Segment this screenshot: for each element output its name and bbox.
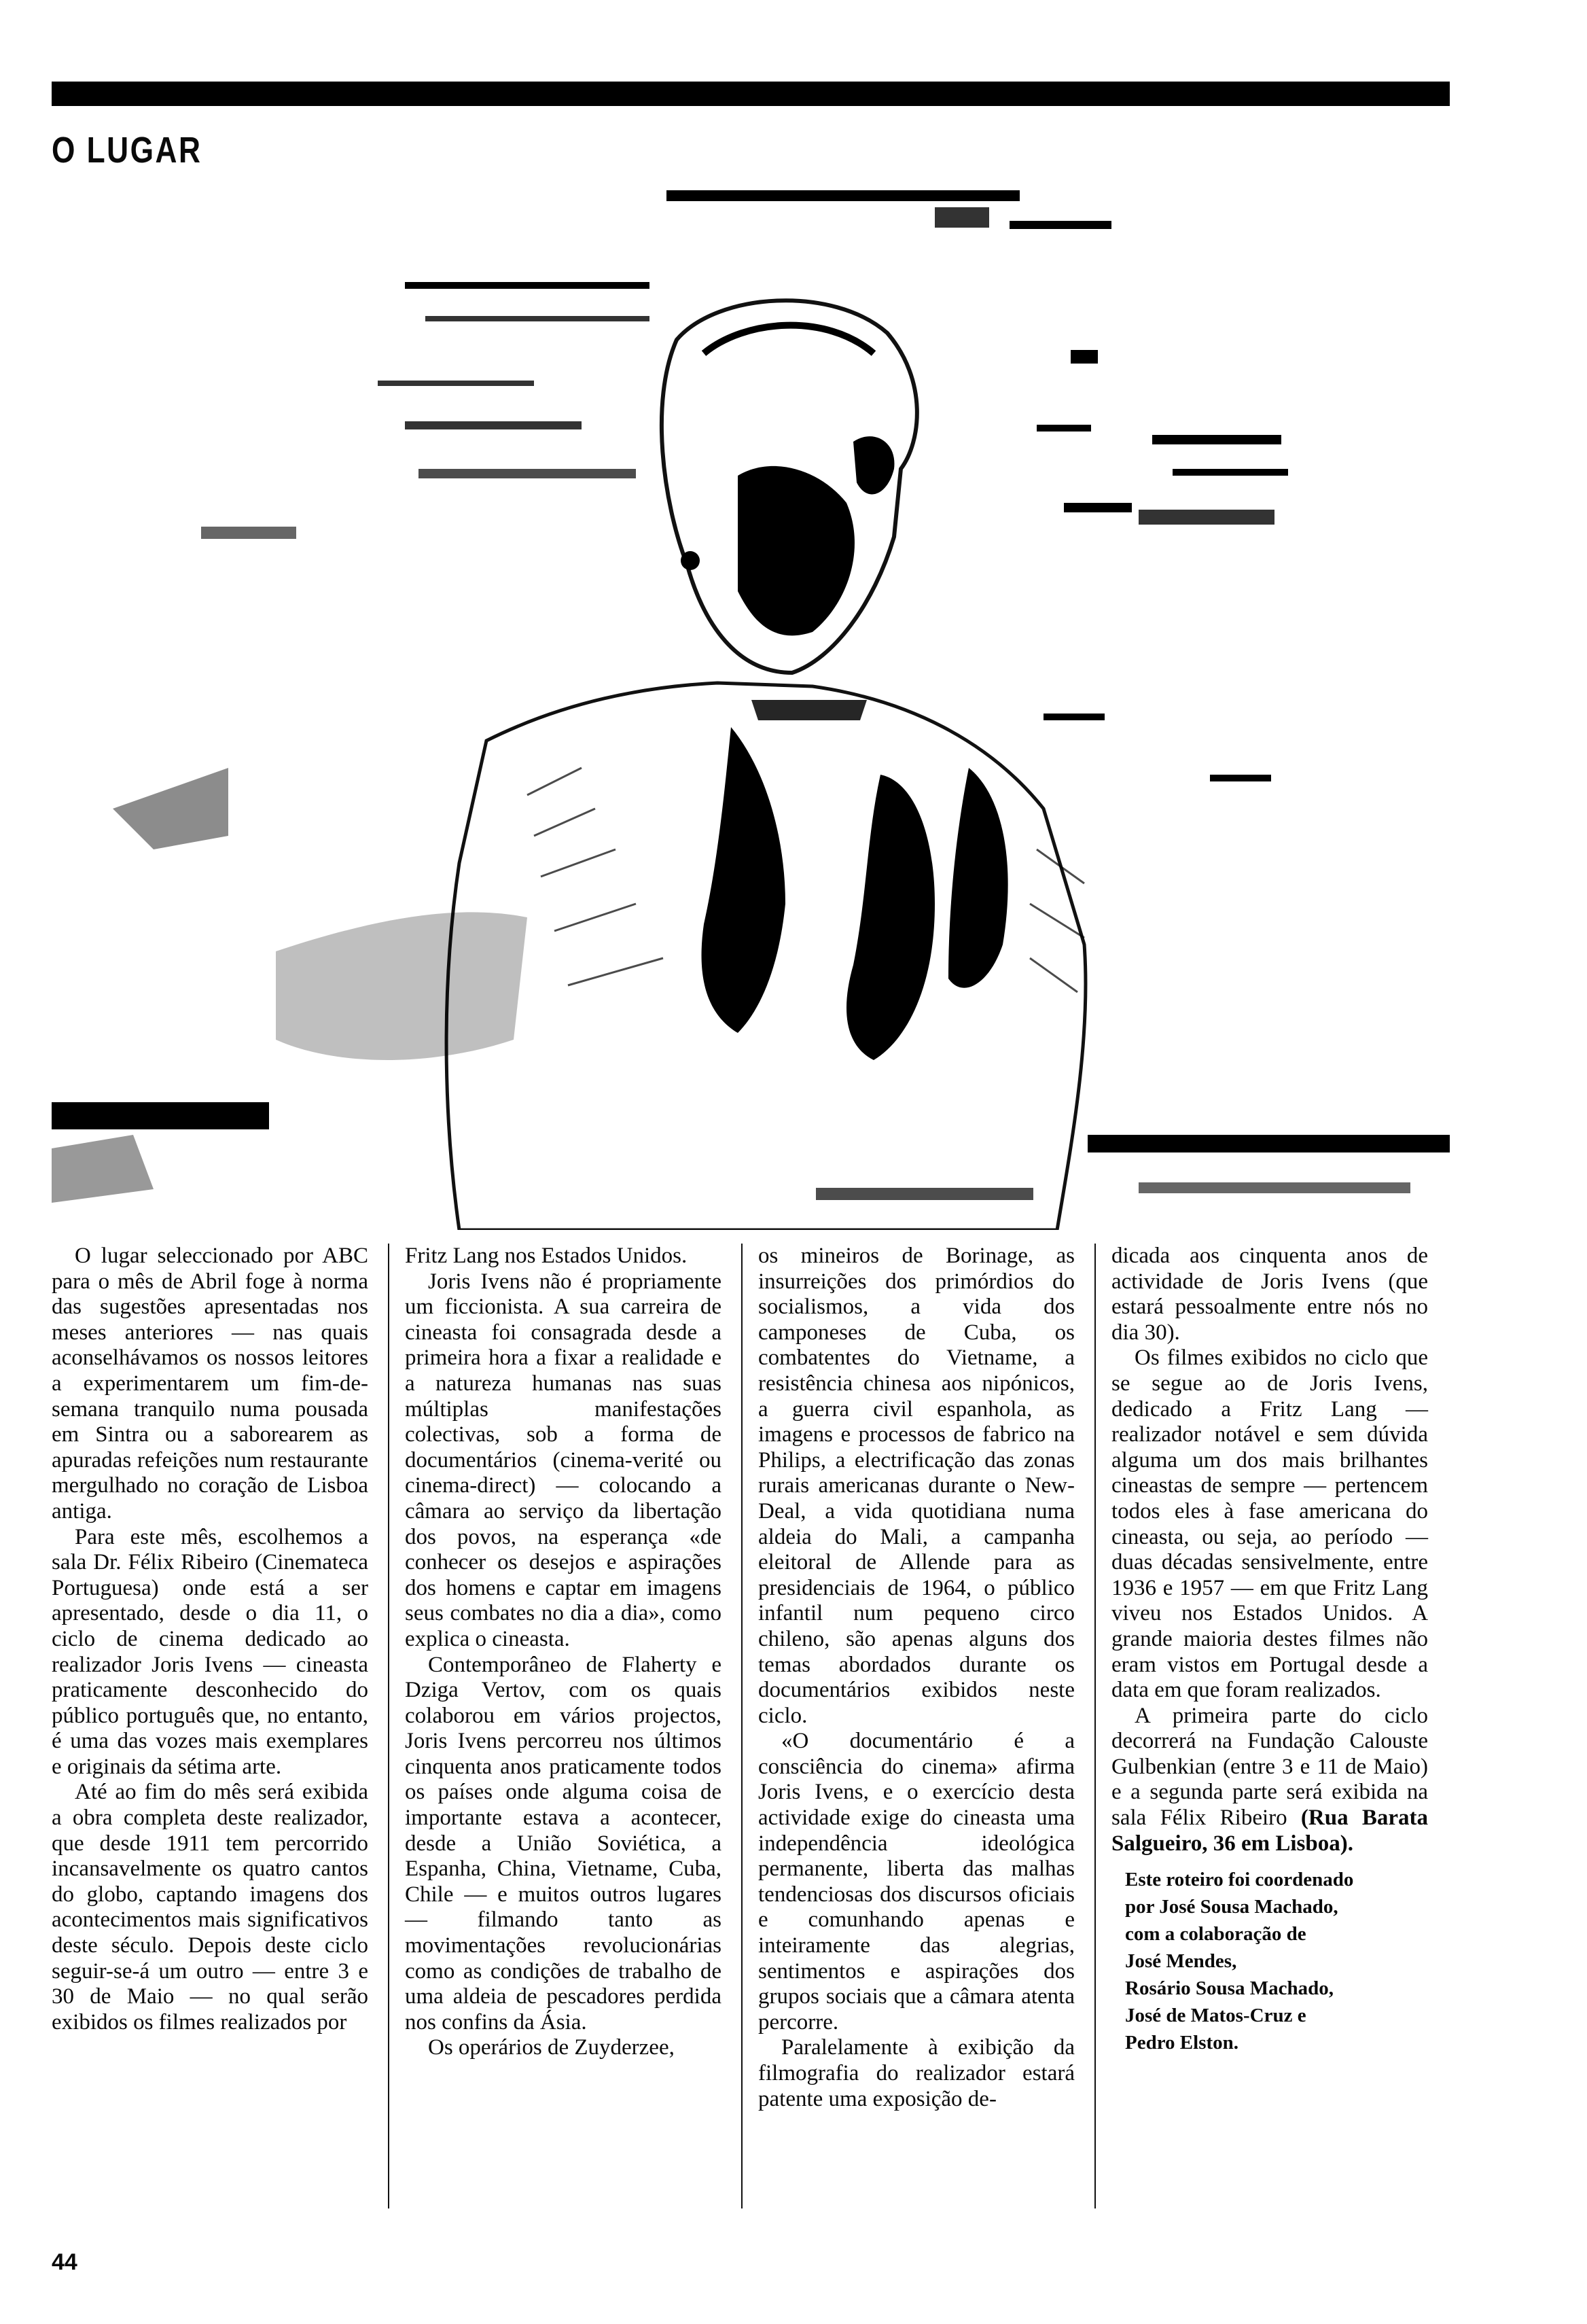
credit-line: Este roteiro foi coordenado xyxy=(1125,1869,1354,1891)
paragraph: Os operários de Zuyderzee, xyxy=(428,2035,675,2060)
paragraph: Fritz Lang nos Estados Unidos. xyxy=(405,1244,688,1268)
paragraph: os mineiros de Borinage, as insurreições dos primórdios do socialismos, a vida dos camponeses de Cuba, os combatentes do Vietname, a resistência chinesa aos nipónicos, a guerra civil espanhola, as imagens e processos de fabrico na Philips, a electrificação das zonas rurais americanas durante o New-Deal, a vida quotidiana numa aldeia do Mali, a campanha eleitoral de Allende para as presidenciais de 1964, o público infantil num pequeno circo chileno, são apenas alguns dos temas abordados durante os documentários exibidos neste ciclo. xyxy=(758,1244,1075,1728)
column-1 xyxy=(52,1244,368,2222)
venue-address: (Rua Barata Salgueiro, 36 em Lisboa). xyxy=(1111,1806,1429,1856)
column-4 xyxy=(1111,1244,1428,2222)
paragraph: Os filmes exibidos no ciclo que se segue ao de Joris Ivens, dedicado a Fritz Lang — realizador notável e sem dúvida alguma um dos mais brilhantes cineastas de sempre — pertencem todos eles à fase americana do cineasta, ou seja, ao período — duas décadas sensivelmente, entre 1936 e 1957 — em que Fritz Lang viveu nos Estados Unidos. A grande maioria destes filmes não eram vistos em Portugal desde a data em que foram realizados. xyxy=(1111,1345,1428,1703)
column-2 xyxy=(405,1244,721,2222)
credit-line: Rosário Sousa Machado, xyxy=(1125,1977,1334,2000)
credit-line: com a colaboração de xyxy=(1125,1923,1306,1946)
portrait-photo xyxy=(52,183,1450,1230)
paragraph: «O documentário é a consciência do cinema» afirma Joris Ivens, e o exercício desta actividade exige do cineasta uma independência ideológica permanente, liberta das malhas tendenciosas dos discursos oficiais e comunhando apenas e inteiramente das alegrias, sentimentos e aspirações dos grupos sociais que a câmara atenta percorre. xyxy=(758,1729,1075,2035)
paragraph: O lugar seleccionado por ABC para o mês de Abril foge à norma das sugestões apresentadas nos meses anteriores — nas quais aconselhávamos os nossos leitores a experimentarem um fim-de-semana tranquilo numa pousada em Sintra ou a saborearem as apuradas refeições num restaurante mergulhado no coração de Lisboa antiga. xyxy=(52,1244,368,1524)
paragraph-text: A primeira parte do ciclo decorrerá na Fundação Calouste Gulbenkian (entre 3 e 11 de Maio) e a segunda parte será exibida na sala Félix Ribeiro xyxy=(1111,1703,1428,1831)
portrait-photo-icon xyxy=(52,183,1450,1230)
column-3 xyxy=(758,1244,1075,2222)
article-body xyxy=(52,1244,1450,2222)
paragraph: Para este mês, escolhemos a sala Dr. Félix Ribeiro (Cinemateca Portuguesa) onde está a ser apresentado, desde o dia 11, o ciclo de cinema dedicado ao realizador Joris Ivens — cineasta praticamente desconhecido do público português que, no entanto, é uma das vozes mais exemplares e originais da sétima arte. xyxy=(52,1524,368,1779)
paragraph: Paralelamente à exibição da filmografia do realizador estará patente uma exposição de- xyxy=(758,2035,1075,2111)
credit-line: Pedro Elston. xyxy=(1125,2032,1239,2054)
paragraph: Até ao fim do mês será exibida a obra completa deste realizador, que desde 1911 tem percorrido incansavelmente os quatro cantos do globo, captando imagens dos acontecimentos mais significativos deste século. Depois deste ciclo seguir-se-á um outro — entre 3 e 30 de Maio — no qual serão exibidos os filmes realizados por xyxy=(52,1780,368,2035)
paragraph: Contemporâneo de Flaherty e Dziga Vertov, com os quais colaborou em vários projectos, Joris Ivens percorreu nos últimos cinquenta anos praticamente todos os países onde alguma coisa de importante estava a acontecer, desde a União Soviética, a Espanha, China, Vietname, Cuba, Chile — e muitos outros lugares — filmando tanto as movimentações revolucionárias como as condições de trabalho de uma aldeia de pescadores perdida nos confins da Ásia. xyxy=(405,1652,721,2035)
paragraph: dicada aos cinquenta anos de actividade de Joris Ivens (que estará pessoalmente entre nós no dia 30). xyxy=(1111,1244,1428,1345)
credit-line: José de Matos-Cruz e xyxy=(1125,2005,1306,2027)
credit-line: por José Sousa Machado, xyxy=(1125,1896,1338,1918)
top-rule xyxy=(52,82,1450,106)
section-title: O LUGAR xyxy=(52,130,202,171)
credits xyxy=(1111,1866,1428,2056)
page-number: 44 xyxy=(52,2249,77,2275)
paragraph: Joris Ivens não é propriamente um ficcionista. A sua carreira de cineasta foi consagrada desde a primeira hora a fixar a realidade e a natureza humanas nas suas múltiplas manifestações colectivas, sob a forma de documentários (cinema-verité ou cinema-direct) — colocando a câmara ao serviço da libertação dos povos, na esperança «de conhecer os desejos e aspirações dos homens e captar em imagens seus combates no dia a dia», como explica o cineasta. xyxy=(405,1269,721,1651)
column-divider xyxy=(1094,1244,1096,2208)
credit-line: José Mendes, xyxy=(1125,1950,1237,1973)
paragraph xyxy=(1111,1704,1428,1857)
column-divider xyxy=(388,1244,389,2208)
column-divider xyxy=(741,1244,743,2208)
